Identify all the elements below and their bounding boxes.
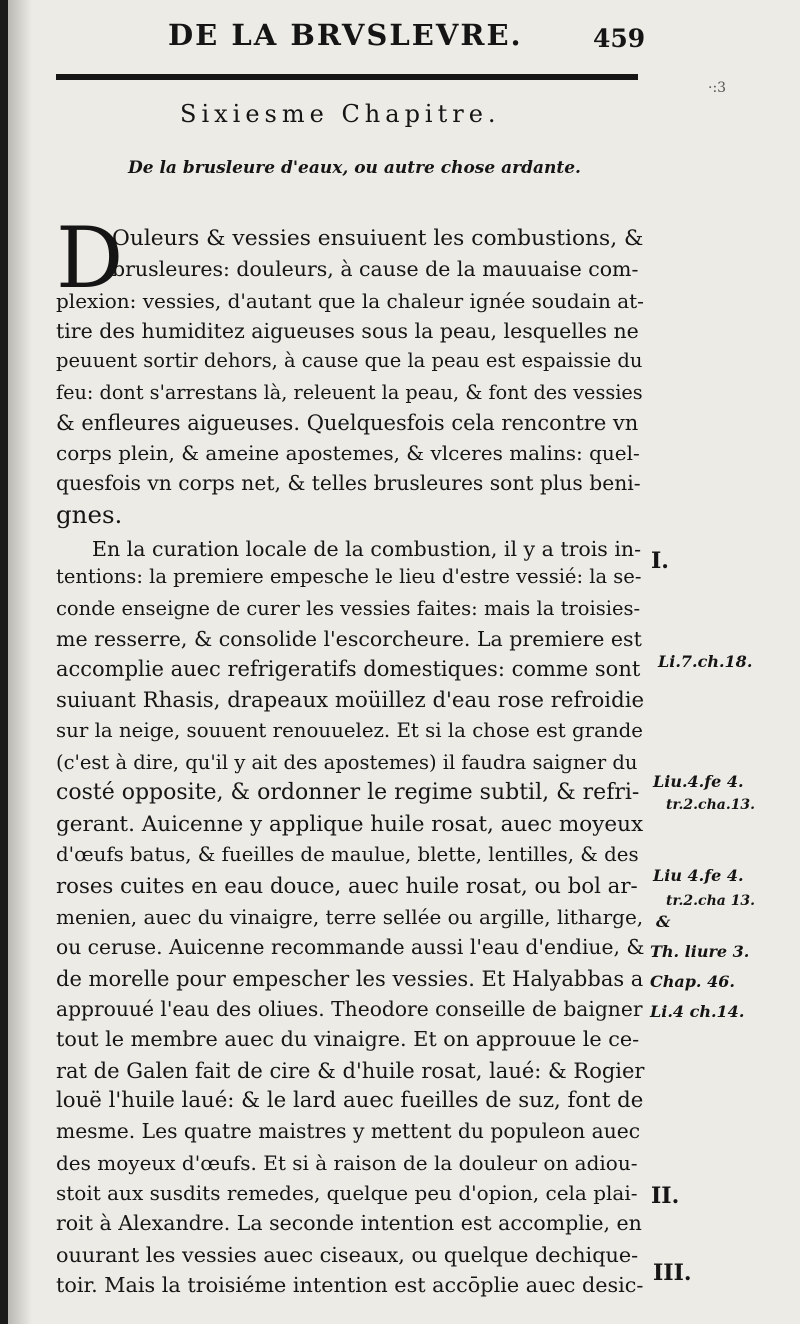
margin-citation: Li.4 ch.14. [650, 1002, 745, 1021]
text-line: conde enseigne de curer les vessies faites: mais la troisies- [56, 597, 641, 620]
text-line: tentions: la premiere empesche le lieu d'estre vessié: la se- [56, 565, 642, 588]
text-line: tire des humiditez aigueuses sous la peau, lesquelles ne [56, 319, 639, 343]
text-line: rat de Galen fait de cire & d'huile rosat, laué: & Rogier [56, 1059, 645, 1083]
header-rule [56, 74, 638, 80]
margin-citation: tr.2.cha 13. [666, 893, 756, 909]
margin-citation: Liu.4.fe 4. [653, 772, 744, 791]
page-gutter-shadow [8, 0, 32, 1324]
text-line: toir. Mais la troisiéme intention est accōplie auec desic- [56, 1273, 644, 1297]
text-line: d'œufs batus, & fueilles de maulue, blette, lentilles, & des [56, 843, 639, 866]
page-number: 459 [593, 24, 646, 53]
margin-citation: tr.2.cha.13. [666, 797, 756, 813]
text-line: tout le membre auec du vinaigre. Et on approuue le ce- [56, 1027, 640, 1051]
margin-citation: Th. liure 3. [650, 942, 750, 961]
text-line: brusleures: douleurs, à cause de la mauuaise com- [112, 257, 639, 281]
margin-citation: Chap. 46. [650, 972, 735, 991]
text-line: de morelle pour empescher les vessies. Et Halyabbas a [56, 967, 644, 991]
text-line: En la curation locale de la combustion, il y a trois in- [92, 537, 642, 561]
text-line: suiuant Rhasis, drapeaux moüillez d'eau rose refroidie [56, 688, 645, 713]
text-line: ouurant les vessies auec ciseaux, ou quelque dechique- [56, 1243, 639, 1267]
book-page [8, 0, 800, 1324]
margin-numeral-3: III. [653, 1260, 692, 1286]
text-line: costé opposite, & ordonner le regime subtil, & refri- [56, 780, 640, 805]
text-line: roit à Alexandre. La seconde intention est accomplie, en [56, 1211, 642, 1235]
text-line: plexion: vessies, d'autant que la chaleur ignée soudain at- [56, 289, 644, 313]
running-head: DE LA BRVSLEVRE. [168, 18, 523, 52]
chapter-subtitle: De la brusleure d'eaux, ou autre chose ardante. [128, 158, 581, 178]
text-line: accomplie auec refrigeratifs domestiques: comme sont [56, 657, 641, 681]
margin-citation: & [656, 912, 671, 931]
corner-mark: ·:3 [708, 80, 727, 96]
text-line: peuuent sortir dehors, à cause que la peau est espaissie du [56, 349, 643, 372]
text-line: gnes. [56, 500, 123, 529]
text-line: louë l'huile laué: & le lard auec fueilles de suz, font de [56, 1088, 644, 1113]
margin-citation: Liu 4.fe 4. [653, 866, 744, 885]
text-line: sur la neige, souuent renouuelez. Et si la chose est grande [56, 719, 643, 742]
text-line: mesme. Les quatre maistres y mettent du populeon auec [56, 1119, 641, 1143]
text-line: corps plein, & ameine apostemes, & vlceres malins: quel- [56, 441, 640, 465]
text-line: Ouleurs & vessies ensuiuent les combustions, & [112, 226, 644, 251]
text-line: des moyeux d'œufs. Et si à raison de la douleur on adiou- [56, 1151, 638, 1175]
drop-cap-letter: D [56, 209, 124, 307]
text-line: (c'est à dire, qu'il y ait des apostemes) il faudra saigner du [56, 751, 638, 774]
margin-numeral-1: I. [651, 548, 669, 574]
margin-citation: Li.7.ch.18. [658, 652, 753, 671]
text-line: quesfois vn corps net, & telles brusleures sont plus beni- [56, 471, 641, 495]
text-line: me resserre, & consolide l'escorcheure. La premiere est [56, 627, 642, 651]
text-line: roses cuites en eau douce, auec huile rosat, ou bol ar- [56, 874, 638, 899]
margin-numeral-2: II. [651, 1183, 680, 1209]
text-line: menien, auec du vinaigre, terre sellée ou argille, litharge, [56, 905, 644, 929]
text-line: approuué l'eau des oliues. Theodore conseille de baigner [56, 997, 643, 1021]
text-line: gerant. Auicenne y applique huile rosat, auec moyeux [56, 812, 644, 837]
text-line: stoit aux susdits remedes, quelque peu d'opion, cela plai- [56, 1181, 638, 1205]
text-line: ou ceruse. Auicenne recommande aussi l'eau d'endiue, & [56, 935, 645, 959]
chapter-title: Sixiesme Chapitre. [180, 100, 501, 128]
text-line: feu: dont s'arrestans là, releuent la peau, & font des vessies [56, 381, 643, 404]
text-line: & enfleures aigueuses. Quelquesfois cela rencontre vn [56, 411, 639, 435]
